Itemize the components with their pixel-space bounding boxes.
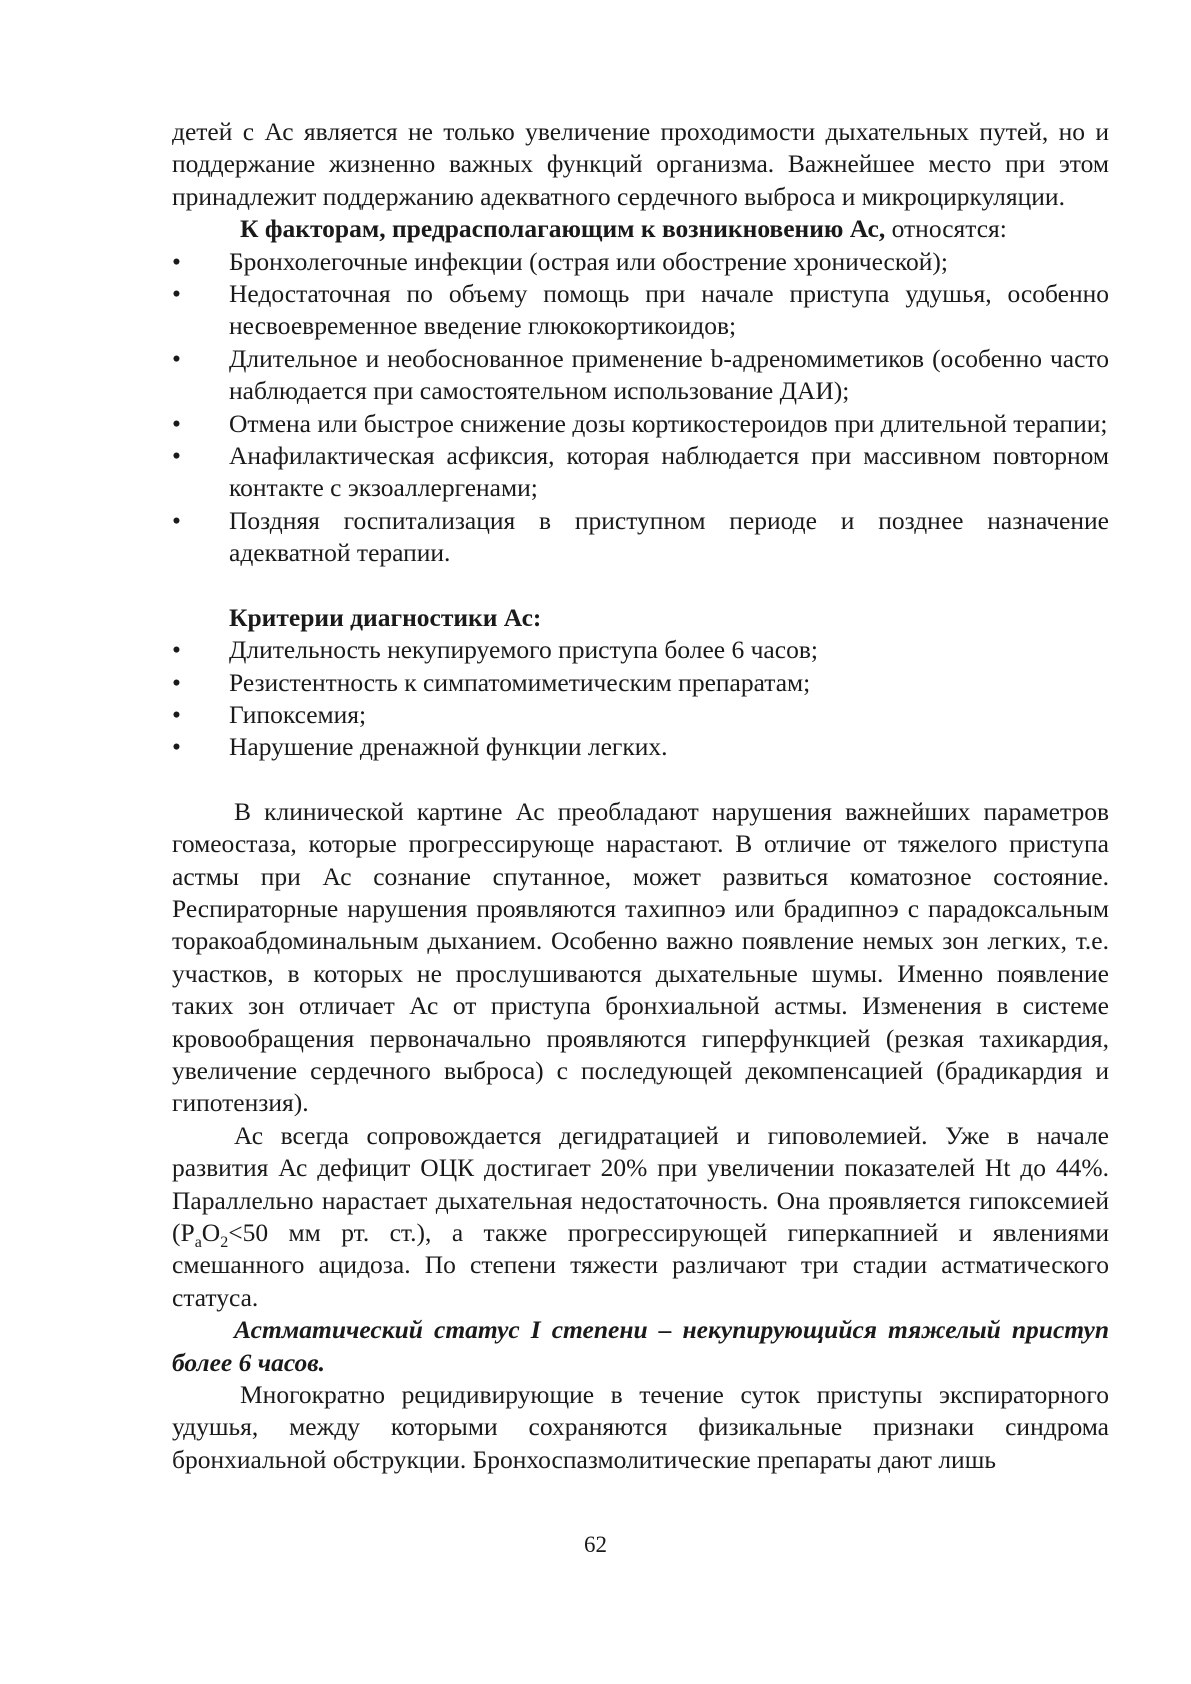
section-spacer [172, 764, 1109, 796]
list-item-text: Длительность некупируемого приступа более 6 часов; [229, 635, 818, 665]
factors-heading-bold: К факторам, предрасполагающим к возникновению Ас, [240, 214, 886, 244]
list-item-text: Поздняя госпитализация в приступном периоде и позднее назначение адекватной терапии. [229, 505, 1109, 568]
list-item-text: Нарушение дренажной функции легких. [229, 732, 668, 762]
criteria-heading: Критерии диагностики Ас: [229, 602, 542, 632]
bullet-icon: • [172, 343, 181, 373]
dehydration-text-2: <50 мм рт. ст.), а также прогрессирующей гиперкапнией и явлениями смешанного ацидоза. По степени тяжести различают три стадии астматического статуса. [172, 1218, 1109, 1312]
list-item [172, 440, 1109, 505]
bullet-icon: • [172, 279, 181, 309]
bullet-icon: • [172, 667, 181, 697]
list-item-text: Резистентность к симпатомиметическим препаратам; [229, 667, 811, 697]
list-item [172, 667, 1109, 699]
list-item [172, 278, 1109, 343]
dehydration-paragraph [172, 1120, 1109, 1314]
list-item [172, 699, 1109, 731]
bullet-icon: • [172, 246, 181, 276]
criteria-list [172, 634, 1109, 764]
bullet-icon: • [172, 635, 181, 665]
list-item-text: Отмена или быстрое снижение дозы кортикостероидов при длительной терапии; [229, 408, 1108, 438]
list-item-text: Длительное и необоснованное применение b-адреномиметиков (особенно часто наблюдается при самостоятельном использование ДАИ); [229, 343, 1109, 406]
final-paragraph: Многократно рецидивирующие в течение суток приступы экспираторного удушья, между которыми сохраняются физикальные признаки синдрома бронхиальной обструкции. Бронхоспазмолитические препараты дают лишь [172, 1380, 1109, 1474]
list-item [172, 343, 1109, 408]
bullet-icon: • [172, 699, 181, 729]
list-item [172, 634, 1109, 666]
stage1-heading: Астматический статус I степени – некупирующийся тяжелый приступ более 6 часов. [172, 1315, 1109, 1377]
bullet-icon: • [172, 505, 181, 535]
list-item-text: Недостаточная по объему помощь при начале приступа удушья, особенно несвоевременное введение глюкокортикоидов; [229, 279, 1109, 341]
list-item [172, 408, 1109, 440]
factors-heading [172, 213, 1109, 245]
page-number: 62 [584, 1532, 607, 1557]
factors-heading-rest: относятся: [885, 214, 1007, 244]
clinical-paragraph: В клинической картине Ас преобладают нарушения важнейших параметров гомеостаза, которые прогрессирующе нарастают. В отличие от тяжелого приступа астмы при Ас сознание спутанное, может развиться коматозное состояние. Респираторные нарушения проявляются тахипноэ или брадипноэ с парадоксальным торакоабдоминальным дыханием. Особенно важно появление немых зон легких, т.е. участков, в которых не прослушиваются дыхательные шумы. Именно появление таких зон отличает Ас от приступа бронхиальной астмы. Изменения в системе кровообращения первоначально проявляются гиперфункцией (резкая тахикардия, увеличение сердечного выброса) с последующей декомпенсацией (брадикардия и гипотензия). [172, 796, 1109, 1118]
bullet-icon: • [172, 732, 181, 762]
intro-paragraph: детей с Ас является не только увеличение проходимости дыхательных путей, но и поддержание жизненно важных функций организма. Важнейшее место при этом принадлежит поддержанию адекватного сердечного выброса и микроциркуляции. [172, 117, 1109, 211]
list-item-text: Гипоксемия; [229, 699, 367, 729]
list-item [172, 246, 1109, 278]
list-item [172, 731, 1109, 763]
list-item-text: Бронхолегочные инфекции (острая или обострение хронической); [229, 246, 948, 276]
list-item-text: Анафилактическая асфиксия, которая наблюдается при массивном повторном контакте с экзоаллергенами; [229, 441, 1109, 503]
page-content [172, 116, 1109, 1476]
oxygen-symbol: O [201, 1218, 221, 1247]
bullet-icon: • [172, 441, 181, 471]
list-item [172, 505, 1109, 570]
subscript-2: 2 [220, 1234, 229, 1252]
bullet-icon: • [172, 408, 181, 438]
factors-list [172, 246, 1109, 570]
dehydration-text-1: Ас всегда сопровождается дегидратацией и гиповолемией. Уже в начале развития Ас дефицит ОЦК достигает 20% при увеличении показателей Ht до 44%. Параллельно нарастает дыхательная недостаточность. Она проявляется гипоксемией (P [172, 1120, 1109, 1247]
subscript-a: a [194, 1234, 202, 1252]
